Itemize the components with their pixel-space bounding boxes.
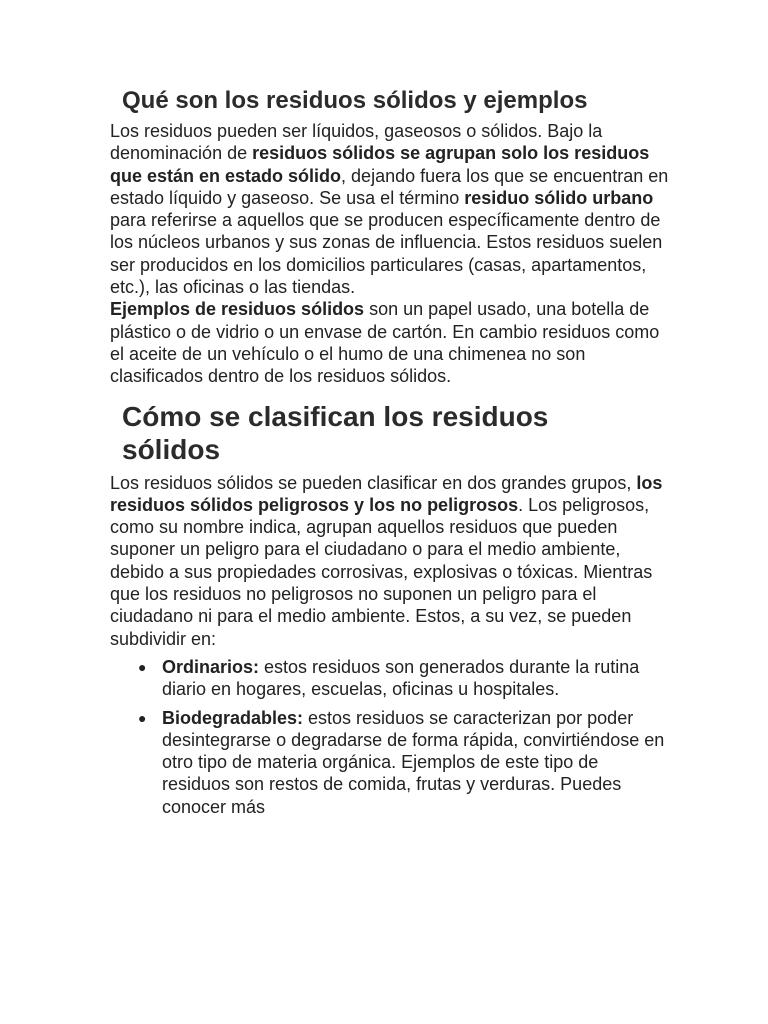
text-run: son un papel usado, una botella de plástico o de vidrio o un envase de cartón. En cambio residuos como el aceite de un vehículo o el humo de una chimenea no son clasificados dentro de los residuos sólidos. — [110, 299, 660, 387]
section1-paragraph-2 — [110, 298, 670, 387]
list-item — [110, 656, 670, 701]
list-item-term: Ordinarios: — [162, 656, 260, 677]
section2-paragraph-1 — [110, 472, 670, 650]
text-run: , dejando fuera los que se encuentran en estado líquido y gaseoso. Se usa el término — [110, 165, 669, 208]
bold-run: residuo sólido urbano — [464, 187, 654, 208]
text-run: . Los peligrosos, como su nombre indica, agrupan aquellos residuos que pueden suponer un peligro para el ciudadano o para el medio ambiente, debido a sus propiedades corrosivas, explosivas o tóxicas. Mientras que los residuos no peligrosos no suponen un peligro para el ciudadano ni para el medio ambiente. Estos, a su vez, se pueden subdividir en: — [110, 494, 653, 649]
text-run: Los residuos sólidos se pueden clasificar en dos grandes grupos, — [110, 472, 637, 493]
list-item-text: estos residuos son generados durante la rutina diario en hogares, escuelas, oficinas u hospitales. — [162, 656, 640, 700]
list-item — [110, 707, 670, 818]
section1-heading: Qué son los residuos sólidos y ejemplos — [122, 87, 588, 114]
bold-run: los residuos sólidos peligrosos y los no peligrosos — [110, 472, 663, 515]
bullet-icon: ● — [138, 658, 147, 675]
section1-paragraph-1 — [110, 120, 670, 298]
section2-heading: Cómo se clasifican los residuos sólidos — [122, 400, 549, 465]
bold-run: residuos sólidos se agrupan solo los residuos que están en estado sólido — [110, 143, 650, 186]
text-run: para referirse a aquellos que se producen específicamente dentro de los núcleos urbanos y sus zonas de influencia. Estos residuos suelen ser producidos en los domicilios particulares (casas, apartamentos, etc.), las oficinas o las tiendas. — [110, 210, 663, 298]
bold-run: Ejemplos de residuos sólidos — [110, 299, 365, 320]
bullet-icon: ● — [138, 709, 147, 726]
list-item-term: Biodegradables: — [162, 707, 304, 728]
list-item-text: estos residuos se caracterizan por poder desintegrarse o degradarse de forma rápida, convirtiéndose en otro tipo de materia orgánica. Ejemplos de este tipo de residuos son restos de comida, frutas y verduras. Puedes conocer más — [162, 707, 665, 817]
classification-list — [110, 656, 670, 818]
document-page — [110, 86, 670, 824]
text-run: Los residuos pueden ser líquidos, gaseosos o sólidos. Bajo la denominación de — [110, 121, 603, 164]
